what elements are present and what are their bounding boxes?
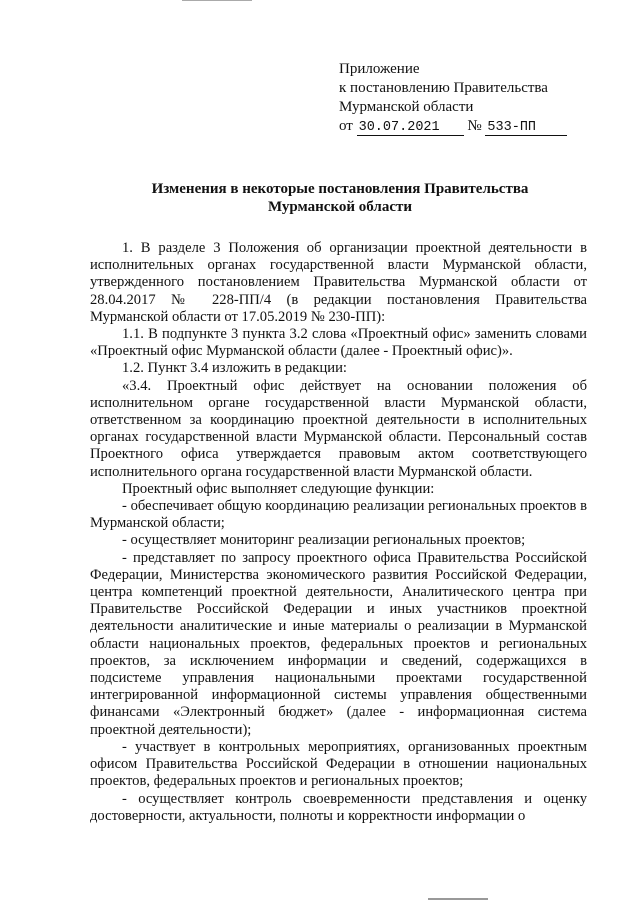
list-item-reporting: - представляет по запросу проектного офиса Правительства Российской Федерации, Министерства экономического развития Российской Федерации, центра компетенций проектной деятельности, Аналитического центра при Правительстве Российской Федерации и иных участников проектной деятельности аналитические и иные материалы о реализации в Мурманской области национальных проектов, федеральных проектов и региональных проектов, за исключением информации и сведений, содержащихся в подсистеме управления национальными проектами государственной интегрированной информационной системы управления общественными финансами «Электронный бюджет» (далее - информационная система проектной деятельности); (90, 549, 587, 738)
scan-artifact-bottom (428, 898, 488, 900)
date-field (357, 119, 464, 136)
document-body (90, 240, 587, 825)
list-item-control-events: - участвует в контрольных мероприятиях, организованных проектным офисом Правительства Российской Федерации в отношении национальных проектов, федеральных проектов и региональных проектов; (90, 738, 587, 790)
appendix-region: Мурманской области (339, 99, 474, 115)
paragraph-item-1-1: 1.1. В подпункте 3 пункта 3.2 слова «Проектный офис» заменить словами «Проектный офис Мурманской области (далее - Проектный офис)». (90, 326, 587, 360)
paragraph-section-3-4: «3.4. Проектный офис действует на основании положения об исполнительном органе государственной власти Мурманской области, ответственном за координацию проектной деятельности в исполнительных органах государственной власти Мурманской области. Персональный состав Проектного офиса утверждается правовым актом соответствующего исполнительного органа государственной власти Мурманской области. (90, 377, 587, 480)
number-value: 533-ПП (487, 120, 537, 135)
number-prefix: № (467, 118, 482, 134)
paragraph-item-1: 1. В разделе 3 Положения об организации проектной деятельности в исполнительных органах государственной власти Мурманской области, утвержденного постановлением Правительства Мурманской области от 28.04.2017 № 228-ПП/4 (в редакции постановления Правительства Мурманской области от 17.05.2019 № 230-ПП): (90, 240, 587, 325)
appendix-label: Приложение (339, 61, 420, 77)
date-prefix: от (339, 118, 353, 134)
list-item-coordination: - обеспечивает общую координацию реализации региональных проектов в Мурманской области; (90, 498, 587, 532)
paragraph-item-1-2: 1.2. Пункт 3.4 изложить в редакции: (122, 360, 347, 377)
list-item-monitoring: - осуществляет мониторинг реализации региональных проектов; (122, 532, 526, 549)
paragraph-functions-intro: Проектный офис выполняет следующие функции: (122, 480, 435, 497)
appendix-reference: к постановлению Правительства (339, 80, 548, 96)
list-item-information-control: - осуществляет контроль своевременности представления и оценку достоверности, актуальности, полноты и корректности информации о (90, 790, 587, 824)
number-field (485, 119, 567, 136)
title-line-1: Изменения в некоторые постановления Правительства (151, 181, 529, 197)
date-value: 30.07.2021 (358, 120, 440, 135)
document-title (60, 180, 620, 216)
appendix-date-number-line (339, 117, 619, 136)
appendix-header (339, 60, 619, 136)
scan-artifact-top (182, 0, 252, 1)
title-line-2: Мурманской области (267, 199, 413, 215)
